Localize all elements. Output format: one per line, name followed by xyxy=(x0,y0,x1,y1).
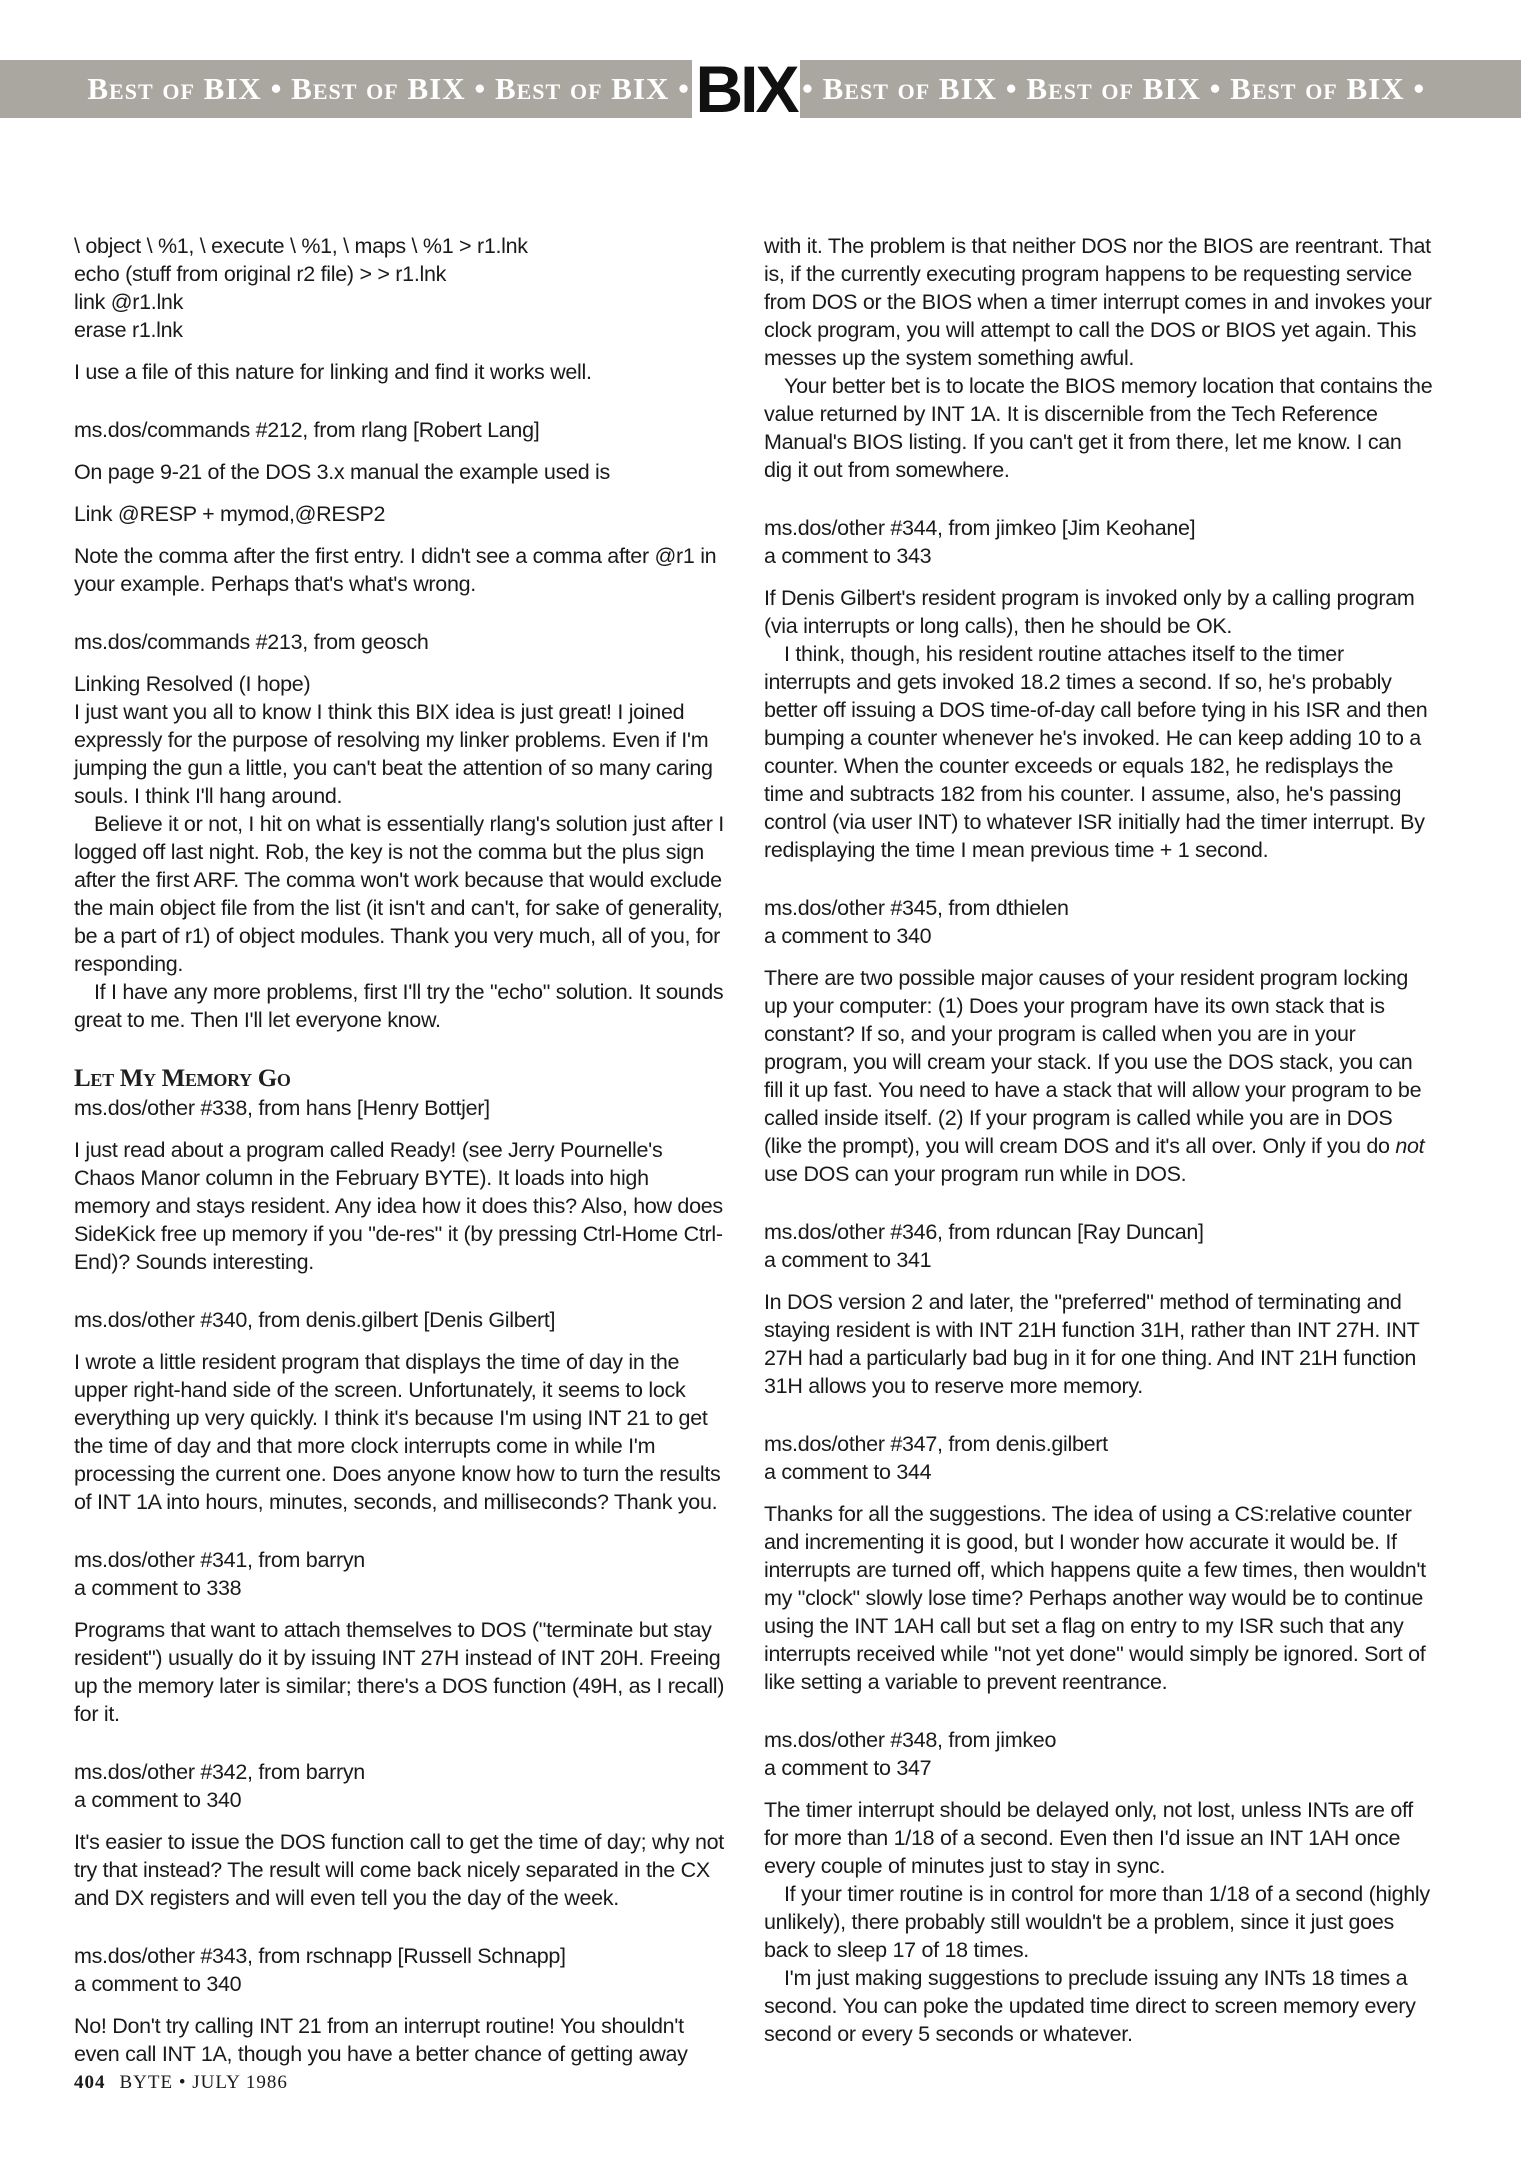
post-comment-ref: a comment to 340 xyxy=(74,1972,242,1996)
paragraph: Believe it or not, I hit on what is essentially rlang's solution just after I logged off last night. Rob, the key is not the comma but the plus sign after the first ARF. The comma won't work because that would exclude the main object file from the list (it isn't and can't, for sake of generality, be a part of r1) of object modules. Thank you very much, all of you, for responding. xyxy=(74,812,724,976)
post-comment-ref: a comment to 340 xyxy=(764,924,932,948)
paragraph: I just want you all to know I think this BIX idea is just great! I joined expressly for the purpose of resolving my linker problems. Even if I'm jumping the gun a little, you can't beat the attention of so many caring souls. I think I'll hang around. xyxy=(74,700,713,808)
page-footer xyxy=(74,2072,288,2094)
banner-left-text: Best of BIX • Best of BIX • Best of BIX • xyxy=(87,71,690,106)
issue-label: BYTE • JULY 1986 xyxy=(119,2072,288,2093)
paragraph: Linking Resolved (I hope) xyxy=(74,672,311,696)
post-title: ms.dos/other #343, from rschnapp [Russell Schnapp] xyxy=(74,1944,566,1968)
post-header-340 xyxy=(74,1306,726,1334)
post-title: ms.dos/other #340, from denis.gilbert [Denis Gilbert] xyxy=(74,1308,556,1332)
post-comment-ref: a comment to 340 xyxy=(74,1788,242,1812)
post-title: ms.dos/commands #213, from geosch xyxy=(74,630,429,654)
post-title: ms.dos/other #345, from dthielen xyxy=(764,896,1069,920)
paragraph: If Denis Gilbert's resident program is invoked only by a calling program (via interrupts or long calls), then he should be OK. xyxy=(764,586,1415,638)
paragraph: If I have any more problems, first I'll try the "echo" solution. It sounds great to me. Then I'll let everyone know. xyxy=(74,980,724,1032)
paragraph: In DOS version 2 and later, the "preferred" method of terminating and staying resident is with INT 21H function 31H, rather than INT 27H. INT 27H had a particularly bad bug in it for one thing. And INT 21H function 31H allows you to reserve more memory. xyxy=(764,1290,1420,1398)
page-number: 404 xyxy=(74,2072,106,2093)
section-title: Let My Memory Go xyxy=(74,1065,291,1092)
post-header-345 xyxy=(764,894,1434,950)
paragraph: On page 9-21 of the DOS 3.x manual the example used is xyxy=(74,460,610,484)
post-comment-ref: a comment to 344 xyxy=(764,1460,932,1484)
post-comment-ref: a comment to 343 xyxy=(764,544,932,568)
paragraph: I wrote a little resident program that displays the time of day in the upper right-hand side of the screen. Unfortunately, it seems to lock everything up very quickly. I think it's because I'm using INT 21 to get the time of day and that more clock interrupts come in while I'm processing the current one. Does anyone know how to turn the results of INT 1A into hours, minutes, seconds, and milliseconds? Thank you. xyxy=(74,1350,721,1514)
paragraph: The timer interrupt should be delayed only, not lost, unless INTs are off for more than 1/18 of a second. Even then I'd issue an INT 1AH once every couple of minutes just to stay in sync. xyxy=(764,1798,1413,1878)
post-title: ms.dos/other #341, from barryn xyxy=(74,1548,365,1572)
post-comment-ref: a comment to 341 xyxy=(764,1248,932,1272)
paragraph: No! Don't try calling INT 21 from an interrupt routine! You shouldn't even call INT 1A, though you have a better chance of getting away xyxy=(74,2014,688,2066)
code-line: \ object \ %1, \ execute \ %1, \ maps \ %1 > r1.lnk xyxy=(74,234,528,258)
post-title: ms.dos/other #344, from jimkeo [Jim Keohane] xyxy=(764,516,1196,540)
paragraph: Note the comma after the first entry. I didn't see a comma after @r1 in your example. Perhaps that's what's wrong. xyxy=(74,544,717,596)
post-header-213 xyxy=(74,628,726,656)
post-header-341 xyxy=(74,1546,726,1602)
post-header-347 xyxy=(764,1430,1434,1486)
emphasis: not xyxy=(1395,1134,1425,1158)
post-title: ms.dos/commands #212, from rlang [Robert Lang] xyxy=(74,418,540,442)
post-header-344 xyxy=(764,514,1434,570)
post-title: ms.dos/other #342, from barryn xyxy=(74,1760,365,1784)
paragraph: I just read about a program called Ready! (see Jerry Pournelle's Chaos Manor column in the February BYTE). It loads into high memory and stays resident. Any idea how it does this? Also, how does SideKick free up memory if you "de-res" it (by pressing Ctrl-Home Ctrl-End)? Sounds interesting. xyxy=(74,1138,723,1274)
banner-right-text: • Best of BIX • Best of BIX • Best of BIX • xyxy=(802,71,1426,106)
post-comment-ref: a comment to 347 xyxy=(764,1756,932,1780)
post-title: ms.dos/other #347, from denis.gilbert xyxy=(764,1432,1108,1456)
paragraph: If your timer routine is in control for more than 1/18 of a second (highly unlikely), there probably still wouldn't be a problem, since it just goes back to sleep 17 of 18 times. xyxy=(764,1882,1430,1962)
paragraph: with it. The problem is that neither DOS nor the BIOS are reentrant. That is, if the currently executing program happens to be requesting service from DOS or the BIOS when a timer interrupt comes in and invokes your clock program, you will attempt to call the DOS or BIOS yet again. This messes up the system something awful. xyxy=(764,234,1432,370)
paragraph: Link @RESP + mymod,@RESP2 xyxy=(74,502,386,526)
right-column xyxy=(764,232,1434,2048)
post-title: ms.dos/other #346, from rduncan [Ray Duncan] xyxy=(764,1220,1204,1244)
paragraph: Your better bet is to locate the BIOS memory location that contains the value returned by INT 1A. It is discernible from the Tech Reference Manual's BIOS listing. If you can't get it from there, let me know. I can dig it out from somewhere. xyxy=(764,374,1433,482)
post-title: ms.dos/other #348, from jimkeo xyxy=(764,1728,1057,1752)
code-line: link @r1.lnk xyxy=(74,290,184,314)
post-header-346 xyxy=(764,1218,1434,1274)
paragraph: It's easier to issue the DOS function call to get the time of day; why not try that instead? The result will come back nicely separated in the CX and DX registers and will even tell you the day of the week. xyxy=(74,1830,724,1910)
post-header-338 xyxy=(74,1094,726,1122)
post-title: ms.dos/other #338, from hans [Henry Bottjer] xyxy=(74,1096,490,1120)
paragraph: I use a file of this nature for linking and find it works well. xyxy=(74,360,592,384)
left-column xyxy=(74,232,726,2082)
post-header-343 xyxy=(74,1942,726,1998)
code-line: erase r1.lnk xyxy=(74,318,183,342)
paragraph: There are two possible major causes of your resident program locking up your computer: (1) Does your program have its own stack that is constant? If so, and your program is called when you are in your program, you will cream your stack. If you use the DOS stack, you can fill it up fast. You need to have a stack that will allow your program to be called inside itself. (2) If your program is called while you are in DOS (like the prompt), you will cream DOS and it's all over. Only if you do not use DOS can your program run while in DOS. xyxy=(764,966,1425,1186)
post-header-212 xyxy=(74,416,726,444)
post-comment-ref: a comment to 338 xyxy=(74,1576,242,1600)
code-line: echo (stuff from original r2 file) > > r1.lnk xyxy=(74,262,447,286)
paragraph: Thanks for all the suggestions. The idea of using a CS:relative counter and incrementing it is good, but I wonder how accurate it would be. If interrupts are turned off, which happens quite a few times, then wouldn't my "clock" slowly lose time? Perhaps another way would be to continue using the INT 1AH call but set a flag on entry to my ISR such that any interrupts received while "not yet done" would simply be ignored. Sort of like setting a variable to prevent reentrance. xyxy=(764,1502,1426,1694)
paragraph: Programs that want to attach themselves to DOS ("terminate but stay resident") usually do it by issuing INT 27H instead of INT 20H. Freeing up the memory later is similar; there's a DOS function (49H, as I recall) for it. xyxy=(74,1618,725,1726)
post-header-348 xyxy=(764,1726,1434,1782)
paragraph: I think, though, his resident routine attaches itself to the timer interrupts and gets invoked 18.2 times a second. If so, he's probably better off issuing a DOS time-of-day call before tying in his ISR and then bumping a counter whenever he's invoked. He can keep adding 10 to a counter. When the counter exceeds or equals 182, he redisplays the time and subtracts 182 from his counter. I assume, also, he's passing control (via user INT) to whatever ISR initially had the timer interrupt. By redisplaying the time I mean previous time + 1 second. xyxy=(764,642,1428,862)
best-of-bix-banner xyxy=(0,52,1521,126)
bix-logo: BIX xyxy=(692,52,800,126)
post-header-342 xyxy=(74,1758,726,1814)
paragraph: I'm just making suggestions to preclude issuing any INTs 18 times a second. You can poke the updated time direct to screen memory every second or every 5 seconds or whatever. xyxy=(764,1966,1416,2046)
